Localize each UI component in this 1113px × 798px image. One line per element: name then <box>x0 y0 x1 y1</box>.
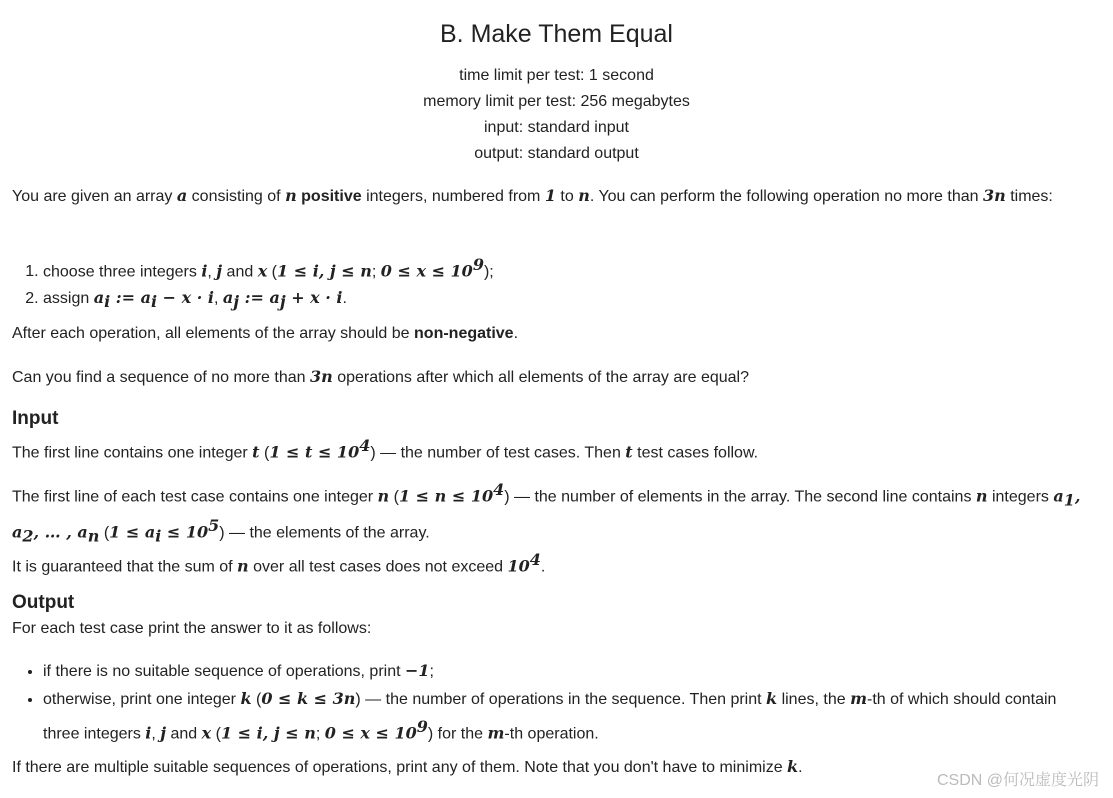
text-segment: . <box>540 558 546 576</box>
memory-limit: memory limit per test: 256 megabytes <box>423 93 690 110</box>
text-segment: ( <box>251 691 262 708</box>
math-expression: , a <box>12 486 1081 541</box>
math-expression: a <box>176 186 188 205</box>
math-expression: m <box>850 689 867 708</box>
math-expression: j <box>233 292 239 312</box>
text-segment: The first line of each test case contains one integer <box>12 488 378 506</box>
math-expression: 2 <box>22 526 34 546</box>
text-segment: It is guaranteed that the sum of <box>12 558 238 576</box>
math-expression: i <box>201 261 208 281</box>
text-segment: choose three integers <box>43 263 202 281</box>
math-expression: k <box>787 757 799 776</box>
math-expression: ≤ 10 <box>161 521 209 541</box>
math-expression: n <box>87 526 100 546</box>
text-segment: , <box>213 290 223 308</box>
input-heading: Input <box>12 408 59 429</box>
input-line-1 <box>12 433 1083 465</box>
math-expression: 3n <box>309 367 333 386</box>
input-spec: input: standard input <box>484 119 629 136</box>
math-expression: a <box>1053 486 1064 506</box>
input-constraint <box>12 547 1083 579</box>
text-segment: -th operation. <box>504 725 599 743</box>
math-expression: m <box>487 723 505 743</box>
text-segment: integers, numbered from <box>361 188 545 205</box>
text-segment: If there are multiple suitable sequences of operations, print any of them. Note that you don't have to minimize <box>12 759 788 776</box>
math-expression: n <box>377 486 390 506</box>
math-expression: n <box>237 556 249 576</box>
operation-list <box>0 252 494 316</box>
math-expression: 1 ≤ a <box>109 521 156 541</box>
text-segment: . <box>513 325 519 342</box>
text-segment: ; <box>371 263 381 281</box>
math-expression: := a <box>110 288 151 308</box>
math-expression: a <box>93 288 105 308</box>
watermark: CSDN @何况虚度光阴 <box>936 772 1099 789</box>
output-case-none <box>43 657 1093 685</box>
text-segment: ( <box>259 444 270 462</box>
text-segment: Can you find a sequence of no more than <box>12 369 310 386</box>
math-expression: 0 ≤ x ≤ 10 <box>324 723 417 743</box>
text-segment: ) for the <box>427 725 488 743</box>
text-segment: assign <box>43 290 94 308</box>
text-segment: ) — the elements of the array. <box>219 523 430 541</box>
math-expression: k <box>240 689 252 708</box>
text-segment: operations after which all elements of the array are equal? <box>332 369 749 386</box>
math-expression: t <box>252 442 260 462</box>
math-expression: k <box>766 689 778 708</box>
math-expression: , … , a <box>33 521 88 541</box>
text-segment: ; <box>429 663 434 680</box>
non-negative-note <box>12 321 1083 346</box>
question <box>12 364 1083 390</box>
text-segment: and <box>166 725 202 743</box>
output-spec: output: standard output <box>474 145 639 162</box>
math-expression: 1 <box>544 186 556 205</box>
math-expression: j <box>279 292 286 312</box>
input-line-2 <box>12 477 1083 548</box>
math-expression: 1 ≤ t ≤ 10 <box>269 442 360 462</box>
math-expression: 0 ≤ k ≤ 3n <box>261 689 356 708</box>
text-segment: For each test case print the answer to it as follows: <box>12 620 372 637</box>
text-segment: The first line contains one integer <box>12 444 253 462</box>
math-expression: i <box>150 292 158 312</box>
text-segment: After each operation, all elements of the array should be <box>12 325 415 342</box>
time-limit: time limit per test: 1 second <box>459 67 654 84</box>
math-expression: 1 ≤ i, j ≤ n <box>277 261 372 281</box>
text-segment: , <box>207 263 217 281</box>
text-segment: . <box>342 290 347 308</box>
final-note <box>12 754 1083 780</box>
text-segment: otherwise, print one integer <box>43 691 241 708</box>
math-expression: + x · i <box>285 288 343 308</box>
text-segment: integers <box>987 488 1054 506</box>
text-segment: ) — the number of operations in the sequence. Then print <box>355 691 767 708</box>
math-expression: t <box>625 442 633 462</box>
math-expression: x <box>201 723 212 743</box>
math-expression: n <box>285 186 297 205</box>
math-expression: 9 <box>416 717 428 736</box>
math-expression: j <box>160 723 167 743</box>
text-segment: if there is no suitable sequence of operations, print <box>43 663 405 680</box>
text-segment: ( <box>267 263 278 281</box>
text-segment: -th of which should contain three integers <box>43 691 1057 743</box>
math-expression: x <box>257 261 268 281</box>
math-expression: 5 <box>208 515 220 535</box>
math-expression: 3n <box>982 186 1006 205</box>
math-expression: 10 <box>507 556 530 576</box>
text-segment: ) — the number of test cases. Then <box>370 444 626 462</box>
text-segment: ; <box>315 725 325 743</box>
text-segment: You are given an array <box>12 188 177 205</box>
text-segment: and <box>222 263 258 281</box>
math-expression: n <box>578 186 590 205</box>
math-expression: 1 <box>1063 490 1075 510</box>
text-segment: ); <box>483 263 494 281</box>
math-expression: a <box>222 288 234 308</box>
problem-limits <box>0 63 1113 167</box>
math-expression: := a <box>239 288 280 308</box>
math-expression: −1 <box>405 661 430 680</box>
math-expression: 4 <box>359 436 371 455</box>
statement-intro <box>12 183 1083 209</box>
text-segment: ( <box>389 488 399 506</box>
output-intro <box>12 616 1083 641</box>
text-segment: . <box>798 759 803 776</box>
text-segment: , <box>151 725 161 743</box>
math-expression: 4 <box>529 550 541 569</box>
math-expression: 9 <box>472 255 484 274</box>
math-expression: n <box>975 486 988 506</box>
operation-step-1 <box>43 252 494 285</box>
text-segment: lines, the <box>777 691 851 708</box>
output-case-sequence <box>43 685 1093 747</box>
text-segment: ) — the number of elements in the array. The second line contains <box>504 488 976 506</box>
math-expression: i <box>155 526 162 546</box>
text-segment: to <box>555 188 579 205</box>
math-expression: i <box>104 292 111 312</box>
text-segment: ( <box>99 523 110 541</box>
operation-step-2 <box>43 285 494 315</box>
math-expression: − x · i <box>157 288 214 308</box>
math-expression: 0 ≤ x ≤ 10 <box>380 261 473 281</box>
math-expression: j <box>216 261 223 281</box>
text-segment: over all test cases does not exceed <box>248 558 508 576</box>
bold-text: positive <box>301 188 362 205</box>
text-segment: . You can perform the following operation no more than <box>589 188 983 205</box>
output-heading: Output <box>12 592 75 613</box>
output-list <box>0 657 1093 747</box>
bold-text: non-negative <box>414 325 514 342</box>
problem-title: B. Make Them Equal <box>440 20 673 48</box>
math-expression: i <box>145 723 152 743</box>
text-segment: test cases follow. <box>632 444 759 462</box>
text-segment: ( <box>211 725 221 743</box>
text-segment: consisting of <box>187 188 286 205</box>
math-expression: 4 <box>493 480 505 499</box>
math-expression: 1 ≤ n ≤ 10 <box>398 486 494 506</box>
math-expression: 1 ≤ i, j ≤ n <box>220 723 316 743</box>
text-segment: times: <box>1005 188 1053 205</box>
